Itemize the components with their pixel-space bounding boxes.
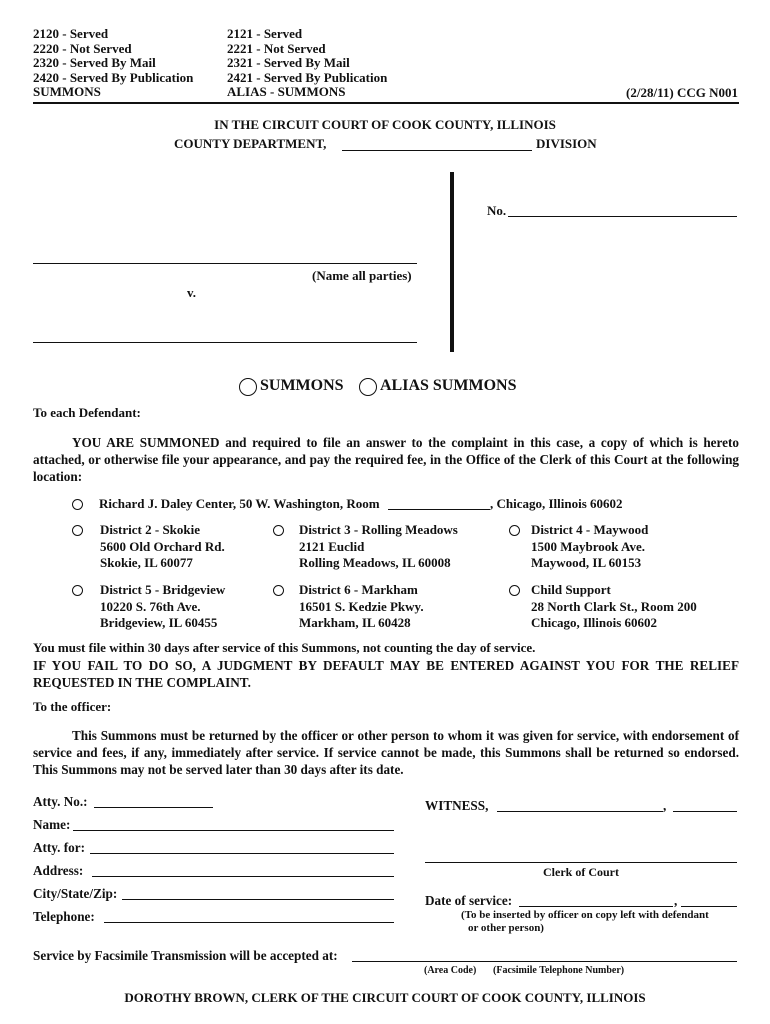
- alias-summons-radio[interactable]: [359, 378, 377, 396]
- location-city: Maywood, IL 60153: [531, 555, 642, 570]
- code-line: 2320 - Served By Mail: [33, 55, 156, 70]
- atty-no-field[interactable]: [94, 807, 213, 808]
- clerk-of-court-caption: Clerk of Court: [543, 865, 619, 879]
- code-line: 2421 - Served By Publication: [227, 69, 388, 85]
- code-line: 2420 - Served By Publication: [33, 69, 194, 85]
- location-street: 16501 S. Kedzie Pkwy.: [299, 598, 424, 614]
- address-label: Address:: [33, 863, 84, 878]
- code-line: 2321 - Served By Mail: [227, 55, 350, 70]
- division-field[interactable]: [342, 150, 532, 151]
- location-street: 5600 Old Orchard Rd.: [100, 538, 225, 554]
- witness-year-field[interactable]: [673, 811, 737, 812]
- location-district-4: [531, 522, 648, 572]
- telephone-label: Telephone:: [33, 909, 95, 924]
- fax-number-caption: (Facsimile Telephone Number): [493, 965, 625, 976]
- clerk-signature-line[interactable]: [425, 862, 737, 863]
- form-id: (2/28/11) CCG N001: [626, 85, 738, 100]
- daley-center-city: , Chicago, Illinois 60602: [490, 496, 623, 511]
- code-line: 2220 - Not Served: [33, 40, 132, 56]
- location-city: Bridgeview, IL 60455: [100, 615, 218, 630]
- witness-date-field[interactable]: [497, 811, 663, 812]
- date-of-service-field[interactable]: [519, 906, 673, 907]
- location-street: 10220 S. 76th Ave.: [100, 598, 201, 614]
- location-city: Markham, IL 60428: [299, 615, 411, 630]
- summoned-paragraph: YOU ARE SUMMONED and required to file an answer to the complaint in this case, a copy of which is hereto attached, or otherwise file your appearance, and pay the required fee, in the Office of the Clerk of this Court at the following location:: [33, 435, 739, 484]
- defendant-field[interactable]: [33, 342, 417, 343]
- fax-number-field[interactable]: [352, 961, 737, 962]
- daley-center-label: Richard J. Daley Center, 50 W. Washington, Room: [99, 496, 380, 511]
- location-street: 28 North Clark St., Room 200: [531, 598, 697, 614]
- address-field[interactable]: [92, 876, 394, 877]
- daley-room-field[interactable]: [388, 509, 490, 510]
- case-number-field[interactable]: [508, 216, 737, 217]
- location-district-6: [299, 582, 424, 632]
- summons-radio[interactable]: [239, 378, 257, 396]
- district-4-radio[interactable]: [509, 525, 520, 536]
- location-city: Skokie, IL 60077: [100, 555, 193, 570]
- plaintiff-field[interactable]: [33, 263, 417, 264]
- location-name: District 2 - Skokie: [100, 522, 201, 537]
- header-rule: [33, 102, 739, 104]
- case-no-label: No.: [487, 203, 507, 218]
- location-city: Rolling Meadows, IL 60008: [299, 555, 451, 570]
- service-codes-left: [33, 27, 193, 100]
- code-line: 2221 - Not Served: [227, 40, 326, 56]
- witness-label: WITNESS,: [425, 798, 489, 813]
- name-label: Name:: [33, 817, 71, 832]
- location-district-3: [299, 522, 458, 572]
- service-note-line-2: or other person): [468, 922, 544, 934]
- witness-comma: ,: [663, 798, 667, 813]
- district-2-radio[interactable]: [72, 525, 83, 536]
- to-each-defendant: To each Defendant:: [33, 405, 141, 420]
- caption-divider: [450, 172, 454, 352]
- file-within-notice: You must file within 30 days after service of this Summons, not counting the day of service.: [33, 640, 536, 655]
- child-support-radio[interactable]: [509, 585, 520, 596]
- versus: v.: [187, 285, 197, 300]
- default-judgment-warning: IF YOU FAIL TO DO SO, A JUDGMENT BY DEFAULT MAY BE ENTERED AGAINST YOU FOR THE RELIEF REQUESTED IN THE COMPLAINT.: [33, 658, 739, 690]
- location-child-support: [531, 582, 697, 632]
- telephone-field[interactable]: [104, 922, 394, 923]
- alias-summons-label: ALIAS - SUMMONS: [227, 84, 346, 99]
- date-of-service-label: Date of service:: [425, 893, 513, 908]
- location-name: District 4 - Maywood: [531, 522, 649, 537]
- summons-option-label: SUMMONS: [260, 377, 344, 394]
- service-codes-right: [227, 27, 387, 100]
- location-street: 2121 Euclid: [299, 538, 365, 554]
- department-prefix: COUNTY DEPARTMENT,: [174, 136, 327, 151]
- area-code-caption: (Area Code): [424, 965, 477, 976]
- service-note-line-1: (To be inserted by officer on copy left with defendant: [461, 909, 709, 921]
- location-district-5: [100, 582, 225, 632]
- division-label: DIVISION: [536, 136, 597, 151]
- location-district-2: [100, 522, 225, 572]
- location-name: District 5 - Bridgeview: [100, 582, 226, 597]
- date-of-service-year-field[interactable]: [681, 906, 737, 907]
- location-name: Child Support: [531, 582, 611, 597]
- alias-summons-option-label: ALIAS SUMMONS: [380, 377, 517, 394]
- to-the-officer: To the officer:: [33, 699, 112, 714]
- clerk-footer: DOROTHY BROWN, CLERK OF THE CIRCUIT COURT OF COOK COUNTY, ILLINOIS: [124, 990, 646, 1005]
- atty-for-field[interactable]: [90, 853, 394, 854]
- officer-instructions: This Summons must be returned by the officer or other person to whom it was given for service, with endorsement of service and fees, if any, immediately after service. If service cannot be made, this Summons shall be returned so endorsed. This Summons may not be served later than 30 days after its date.: [33, 728, 739, 777]
- summons-label: SUMMONS: [33, 84, 101, 99]
- district-5-radio[interactable]: [72, 585, 83, 596]
- daley-center-radio[interactable]: [72, 499, 83, 510]
- city-state-zip-label: City/State/Zip:: [33, 886, 118, 901]
- name-field[interactable]: [73, 830, 394, 831]
- city-state-zip-field[interactable]: [122, 899, 394, 900]
- name-all-parties-note: (Name all parties): [312, 268, 412, 283]
- district-6-radio[interactable]: [273, 585, 284, 596]
- location-name: District 6 - Markham: [299, 582, 418, 597]
- fax-label: Service by Facsimile Transmission will be accepted at:: [33, 948, 338, 963]
- atty-no-label: Atty. No.:: [33, 794, 88, 809]
- court-title: IN THE CIRCUIT COURT OF COOK COUNTY, ILLINOIS: [214, 117, 556, 132]
- code-line: 2121 - Served: [227, 26, 303, 41]
- location-city: Chicago, Illinois 60602: [531, 615, 658, 630]
- code-line: 2120 - Served: [33, 26, 109, 41]
- date-of-service-comma: ,: [674, 893, 678, 908]
- location-name: District 3 - Rolling Meadows: [299, 522, 458, 537]
- location-street: 1500 Maybrook Ave.: [531, 538, 645, 554]
- atty-for-label: Atty. for:: [33, 840, 85, 855]
- district-3-radio[interactable]: [273, 525, 284, 536]
